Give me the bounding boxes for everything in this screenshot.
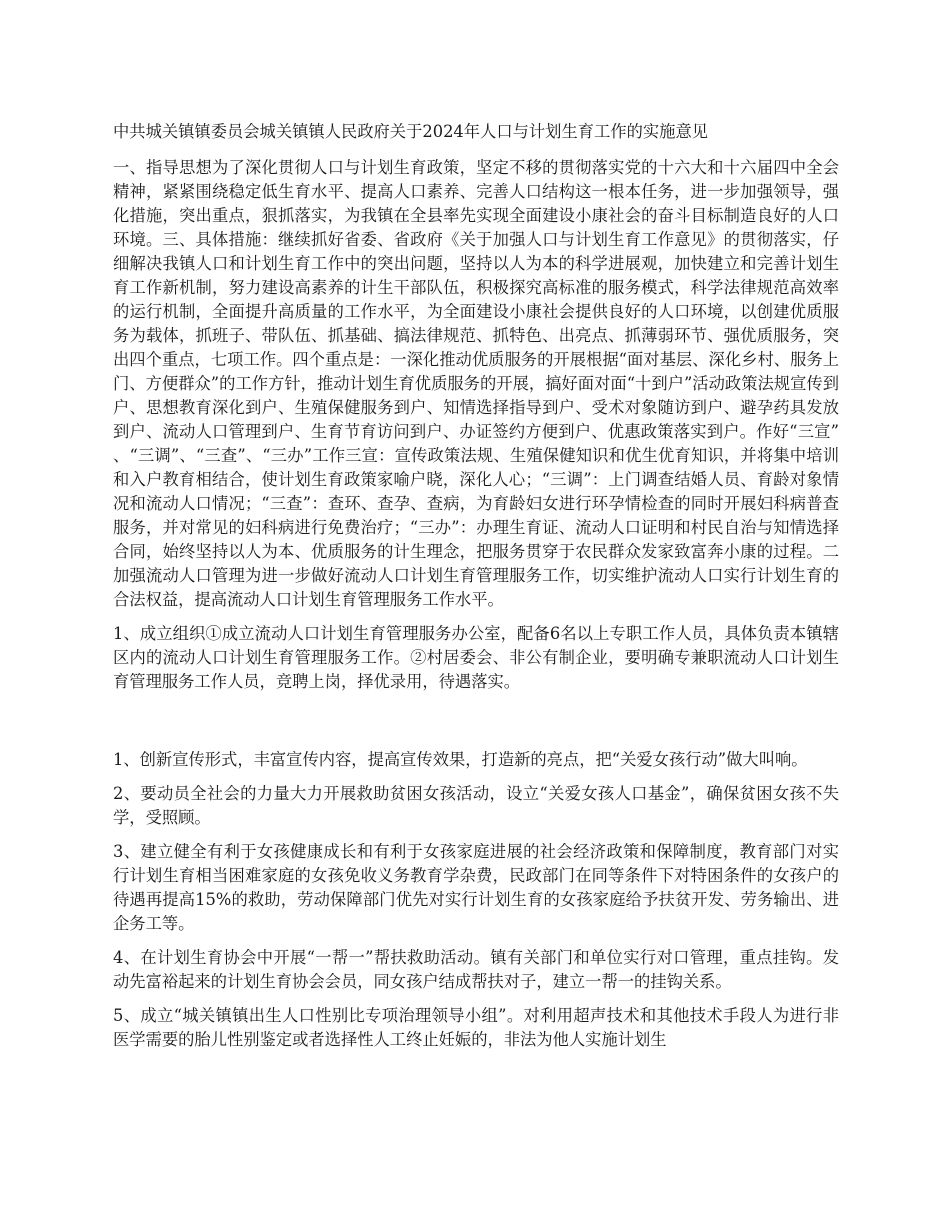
- section-guiding-ideology: 一、指导思想为了深化贯彻人口与计划生育政策，坚定不移的贯彻落实党的十六大和十六届四中全会精神，紧紧围绕稳定低生育水平、提高人口素养、完善人口结构这一根本任务，进一步加强领导，强化措施，突出重点，狠抓落实，为我镇在全县率先实现全面建设小康社会的奋斗目标制造良好的人口环境。三、具体措施：继续抓好省委、省政府《关于加强人口与计划生育工作意见》的贯彻落实，仔细解决我镇人口和计划生育工作中的突出问题，坚持以人为本的科学进展观，加快建立和完善计划生育工作新机制，努力建设高素养的计生干部队伍，积极探究高标准的服务模式，科学法律规范高效率的运行机制，全面提升高质量的工作水平，为全面建设小康社会提供良好的人口环境，以创建优质服务为载体，抓班子、带队伍、抓基础、搞法律规范、抓特色、出亮点、抓薄弱环节、强优质服务，突出四个重点，七项工作。四个重点是：一深化推动优质服务的开展根据“面对基层、深化乡村、服务上门、方便群众”的工作方针，推动计划生育优质服务的开展，搞好面对面“十到户”活动政策法规宣传到户、思想教育深化到户、生殖保健服务到户、知情选择指导到户、受术对象随访到户、避孕药具发放到户、流动人口管理到户、生育节育访问到户、办证签约方便到户、优惠政策落实到户。作好“三宣”、“三调”、“三查”、“三办”工作三宣：宣传政策法规、生殖保健知识和优生优育知识，并将集中培训和入户教育相结合，使计划生育政策家喻户晓，深化人心；“三调”：上门调查结婚人员、育龄对象情况和流动人口情况；“三查”：查环、查孕、查病，为育龄妇女进行环孕情检查的同时开展妇科病普查服务，并对常见的妇科病进行免费治疗；“三办”：办理生育证、流动人口证明和村民自治与知情选择合同，始终坚持以人为本、优质服务的计生理念，把服务贯穿于农民群众发家致富奔小康的过程。二加强流动人口管理为进一步做好流动人口计划生育管理服务工作，切实维护流动人口实行计划生育的合法权益，提高流动人口计划生育管理服务工作水平。: [113, 158, 839, 609]
- section-organization: 1、成立组织①成立流动人口计划生育管理服务办公室，配备6名以上专职工作人员，具体负责本镇辖区内的流动人口计划生育管理服务工作。②村居委会、非公有制企业，要明确专兼职流动人口计划生育管理服务工作人员，竞聘上岗，择优录用，待遇落实。: [113, 624, 839, 691]
- list-item: 1、创新宣传形式，丰富宣传内容，提高宣传效果，打造新的亮点，把“关爱女孩行动”做大叫响。: [113, 750, 808, 769]
- document-page: [113, 120, 839, 1062]
- list-item: 3、建立健全有利于女孩健康成长和有利于女孩家庭进展的社会经济政策和保障制度，教育部门对实行计划生育相当困难家庭的女孩免收义务教育学杂费，民政部门在同等条件下对特困条件的女孩户的待遇再提高15%的救助，劳动保障部门优先对实行计划生育的女孩家庭给予扶贫开发、劳务输出、进企务工等。: [113, 842, 839, 933]
- blank-gap: [113, 704, 839, 748]
- list-item: 5、成立“城关镇镇出生人口性别比专项治理领导小组”。对利用超声技术和其他技术手段人为进行非医学需要的胎儿性别鉴定或者选择性人工终止妊娠的，非法为他人实施计划生: [113, 1006, 839, 1049]
- document-title: 中共城关镇镇委员会城关镇镇人民政府关于2024年人口与计划生育工作的实施意见: [113, 122, 709, 141]
- list-item: 4、在计划生育协会中开展“一帮一”帮扶救助活动。镇有关部门和单位实行对口管理，重点挂钩。发动先富裕起来的计划生育协会会员，同女孩户结成帮扶对子，建立一帮一的挂钩关系。: [113, 948, 839, 991]
- list-item: 2、要动员全社会的力量大力开展救助贫困女孩活动，设立“关爱女孩人口基金”，确保贫困女孩不失学，受照顾。: [113, 784, 839, 827]
